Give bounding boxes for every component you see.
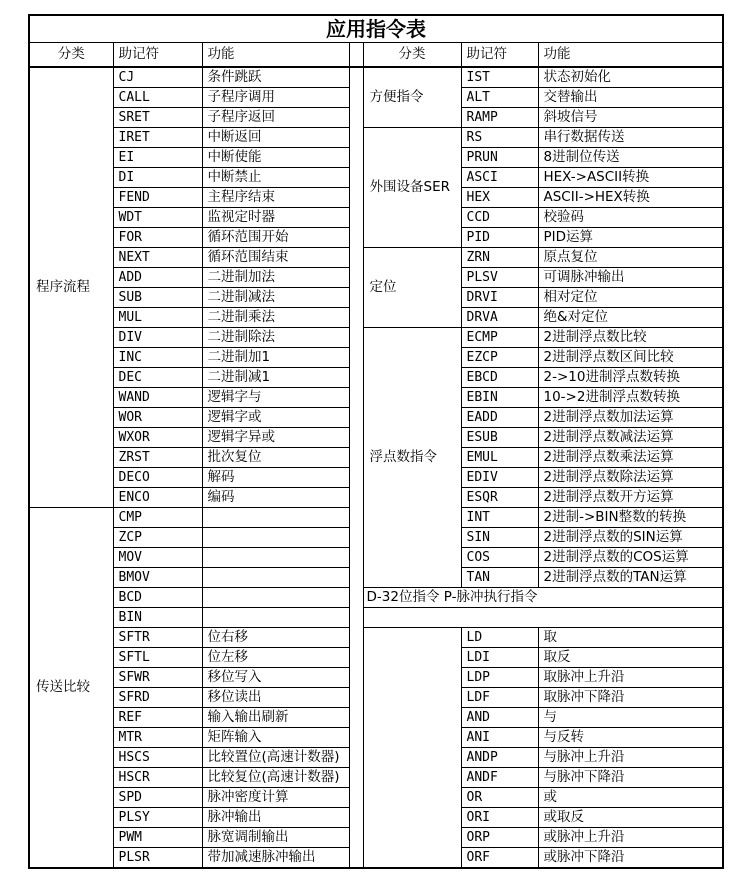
mnemonic-cell: IRET (113, 128, 202, 148)
mnemonic-cell: EBCD (461, 368, 538, 388)
mnemonic-cell: ALT (461, 88, 538, 108)
mnemonic-cell: RS (461, 128, 538, 148)
mnemonic-cell: EDIV (461, 468, 538, 488)
mnemonic-cell: IST (461, 67, 538, 88)
table-row (29, 248, 723, 268)
mnemonic-cell: INC (113, 348, 202, 368)
mnemonic-cell: LDF (461, 688, 538, 708)
mnemonic-cell: PWM (113, 828, 202, 848)
function-cell (202, 608, 349, 628)
mnemonic-cell: WXOR (113, 428, 202, 448)
function-cell: 2进制浮点数的SIN运算 (538, 528, 723, 548)
category-cell: 程序流程 (29, 67, 113, 508)
mnemonic-cell: SPD (113, 788, 202, 808)
table-row (29, 67, 723, 88)
mnemonic-cell: ANI (461, 728, 538, 748)
function-cell: 矩阵输入 (202, 728, 349, 748)
mnemonic-cell: RAMP (461, 108, 538, 128)
mnemonic-cell: HSCR (113, 768, 202, 788)
mnemonic-cell: WDT (113, 208, 202, 228)
category-cell (363, 628, 461, 869)
mnemonic-cell: ECMP (461, 328, 538, 348)
mnemonic-cell: ORF (461, 848, 538, 869)
category-cell: 外围设备SER (363, 128, 461, 248)
function-cell: 条件跳跃 (202, 67, 349, 88)
mnemonic-cell: DIV (113, 328, 202, 348)
mnemonic-cell: DEC (113, 368, 202, 388)
function-cell: 中断禁止 (202, 168, 349, 188)
column-header-mnemonic-right: 助记符 (461, 43, 538, 68)
function-cell: 10->2进制浮点数转换 (538, 388, 723, 408)
function-cell: 中断返回 (202, 128, 349, 148)
function-cell: 2进制浮点数除法运算 (538, 468, 723, 488)
function-cell: 8进制位传送 (538, 148, 723, 168)
mnemonic-cell: ASCI (461, 168, 538, 188)
mnemonic-cell: ORP (461, 828, 538, 848)
function-cell: 取脉冲上升沿 (538, 668, 723, 688)
function-cell: 串行数据传送 (538, 128, 723, 148)
function-cell: 二进制加法 (202, 268, 349, 288)
mnemonic-cell: SIN (461, 528, 538, 548)
function-cell (202, 508, 349, 528)
mnemonic-cell: WAND (113, 388, 202, 408)
mnemonic-cell: ZRN (461, 248, 538, 268)
function-cell: 移位读出 (202, 688, 349, 708)
mnemonic-cell: LDI (461, 648, 538, 668)
mnemonic-cell: EZCP (461, 348, 538, 368)
mnemonic-cell: CCD (461, 208, 538, 228)
function-cell: 原点复位 (538, 248, 723, 268)
function-cell: 2进制浮点数乘法运算 (538, 448, 723, 468)
mnemonic-cell: LD (461, 628, 538, 648)
function-cell (202, 588, 349, 608)
mnemonic-cell: SUB (113, 288, 202, 308)
mnemonic-cell: BCD (113, 588, 202, 608)
mnemonic-cell: PLSR (113, 848, 202, 869)
mnemonic-cell: EADD (461, 408, 538, 428)
mnemonic-cell: NEXT (113, 248, 202, 268)
function-cell (202, 548, 349, 568)
function-cell: 二进制减法 (202, 288, 349, 308)
mnemonic-cell: REF (113, 708, 202, 728)
function-cell: 脉冲密度计算 (202, 788, 349, 808)
mnemonic-cell: EI (113, 148, 202, 168)
mnemonic-cell: ADD (113, 268, 202, 288)
mnemonic-cell: ENCO (113, 488, 202, 508)
table-row (29, 328, 723, 348)
function-cell: 批次复位 (202, 448, 349, 468)
mnemonic-cell: MUL (113, 308, 202, 328)
table-header-row (29, 43, 723, 68)
mnemonic-cell: INT (461, 508, 538, 528)
function-cell: 逻辑字与 (202, 388, 349, 408)
mnemonic-cell: PLSY (113, 808, 202, 828)
mnemonic-cell: CALL (113, 88, 202, 108)
mnemonic-cell: FOR (113, 228, 202, 248)
function-cell (202, 528, 349, 548)
mnemonic-cell: SFTR (113, 628, 202, 648)
table-row (29, 608, 723, 628)
function-cell: 2进制->BIN整数的转换 (538, 508, 723, 528)
mnemonic-cell: WOR (113, 408, 202, 428)
function-cell: 逻辑字或 (202, 408, 349, 428)
function-cell: 2进制浮点数减法运算 (538, 428, 723, 448)
function-cell: 或取反 (538, 808, 723, 828)
mnemonic-cell: ZRST (113, 448, 202, 468)
mnemonic-cell: ZCP (113, 528, 202, 548)
function-cell: PID运算 (538, 228, 723, 248)
gap-column (349, 67, 363, 868)
function-cell: 主程序结束 (202, 188, 349, 208)
function-cell: 2进制浮点数区间比较 (538, 348, 723, 368)
function-cell: 可调脉冲输出 (538, 268, 723, 288)
mnemonic-cell: PID (461, 228, 538, 248)
function-cell: 监视定时器 (202, 208, 349, 228)
category-cell: 方便指令 (363, 67, 461, 128)
function-cell: 相对定位 (538, 288, 723, 308)
function-cell: 与脉冲上升沿 (538, 748, 723, 768)
function-cell: 与脉冲下降沿 (538, 768, 723, 788)
function-cell: 与反转 (538, 728, 723, 748)
mnemonic-cell: AND (461, 708, 538, 728)
function-cell: 脉冲输出 (202, 808, 349, 828)
page-title: 应用指令表 (29, 15, 723, 43)
mnemonic-cell: MTR (113, 728, 202, 748)
function-cell: 斜坡信号 (538, 108, 723, 128)
function-cell: 或脉冲下降沿 (538, 848, 723, 869)
mnemonic-cell: SFRD (113, 688, 202, 708)
mnemonic-cell: CMP (113, 508, 202, 528)
mnemonic-cell: PRUN (461, 148, 538, 168)
category-cell: 浮点数指令 (363, 328, 461, 588)
function-cell: 取反 (538, 648, 723, 668)
function-cell: 2->10进制浮点数转换 (538, 368, 723, 388)
column-header-function-left: 功能 (202, 43, 349, 68)
function-cell: 位左移 (202, 648, 349, 668)
function-cell: 二进制除法 (202, 328, 349, 348)
mnemonic-cell: HEX (461, 188, 538, 208)
function-cell: 或脉冲上升沿 (538, 828, 723, 848)
mnemonic-cell: DI (113, 168, 202, 188)
function-cell: 2进制浮点数的TAN运算 (538, 568, 723, 588)
mnemonic-cell: SRET (113, 108, 202, 128)
mnemonic-cell: LDP (461, 668, 538, 688)
function-cell: 中断使能 (202, 148, 349, 168)
mnemonic-cell: SFWR (113, 668, 202, 688)
mnemonic-cell: MOV (113, 548, 202, 568)
function-cell: 比较复位(高速计数器) (202, 768, 349, 788)
function-cell: 二进制加1 (202, 348, 349, 368)
function-cell: 2进制浮点数加法运算 (538, 408, 723, 428)
mnemonic-cell: ANDP (461, 748, 538, 768)
column-header-function-right: 功能 (538, 43, 723, 68)
function-cell: 2进制浮点数的COS运算 (538, 548, 723, 568)
mnemonic-cell: ORI (461, 808, 538, 828)
function-cell: ASCII->HEX转换 (538, 188, 723, 208)
function-cell: 取 (538, 628, 723, 648)
function-cell: 逻辑字异或 (202, 428, 349, 448)
function-cell: 取脉冲下降沿 (538, 688, 723, 708)
mnemonic-cell: SFTL (113, 648, 202, 668)
function-cell: 2进制浮点数开方运算 (538, 488, 723, 508)
column-header-mnemonic-left: 助记符 (113, 43, 202, 68)
function-cell: 输入输出刷新 (202, 708, 349, 728)
spacer-row (363, 608, 723, 628)
category-cell: 定位 (363, 248, 461, 328)
table-row (29, 128, 723, 148)
mnemonic-cell: DRVI (461, 288, 538, 308)
function-cell: 带加减速脉冲输出 (202, 848, 349, 869)
mnemonic-cell: DECO (113, 468, 202, 488)
gap-column-header (349, 43, 363, 68)
function-cell: 循环范围结束 (202, 248, 349, 268)
instruction-table (28, 14, 724, 869)
function-cell: 2进制浮点数比较 (538, 328, 723, 348)
function-cell: 脉宽调制输出 (202, 828, 349, 848)
function-cell: 循环范围开始 (202, 228, 349, 248)
mnemonic-cell: ESQR (461, 488, 538, 508)
function-cell: 与 (538, 708, 723, 728)
mnemonic-cell: EMUL (461, 448, 538, 468)
function-cell: 解码 (202, 468, 349, 488)
function-cell: 绝&对定位 (538, 308, 723, 328)
column-header-category-right: 分类 (363, 43, 461, 68)
dp-pulse-note-row: D-32位指令 P-脉冲执行指令 (363, 588, 723, 608)
mnemonic-cell: ANDF (461, 768, 538, 788)
function-cell: 子程序调用 (202, 88, 349, 108)
function-cell: 交替输出 (538, 88, 723, 108)
mnemonic-cell: FEND (113, 188, 202, 208)
mnemonic-cell: OR (461, 788, 538, 808)
function-cell: 二进制乘法 (202, 308, 349, 328)
function-cell: 移位写入 (202, 668, 349, 688)
mnemonic-cell: HSCS (113, 748, 202, 768)
function-cell: 子程序返回 (202, 108, 349, 128)
function-cell: HEX->ASCII转换 (538, 168, 723, 188)
mnemonic-cell: EBIN (461, 388, 538, 408)
function-cell: 或 (538, 788, 723, 808)
function-cell: 校验码 (538, 208, 723, 228)
function-cell: 编码 (202, 488, 349, 508)
mnemonic-cell: PLSV (461, 268, 538, 288)
function-cell: 比较置位(高速计数器) (202, 748, 349, 768)
function-cell (202, 568, 349, 588)
function-cell: 位右移 (202, 628, 349, 648)
table-title-row (29, 15, 723, 43)
mnemonic-cell: ESUB (461, 428, 538, 448)
column-header-category-left: 分类 (29, 43, 113, 68)
function-cell: 二进制减1 (202, 368, 349, 388)
category-cell: 传送比较 (29, 508, 113, 869)
mnemonic-cell: DRVA (461, 308, 538, 328)
function-cell: 状态初始化 (538, 67, 723, 88)
mnemonic-cell: COS (461, 548, 538, 568)
mnemonic-cell: BMOV (113, 568, 202, 588)
table-row (29, 588, 723, 608)
mnemonic-cell: TAN (461, 568, 538, 588)
table-row (29, 628, 723, 648)
mnemonic-cell: BIN (113, 608, 202, 628)
mnemonic-cell: CJ (113, 67, 202, 88)
